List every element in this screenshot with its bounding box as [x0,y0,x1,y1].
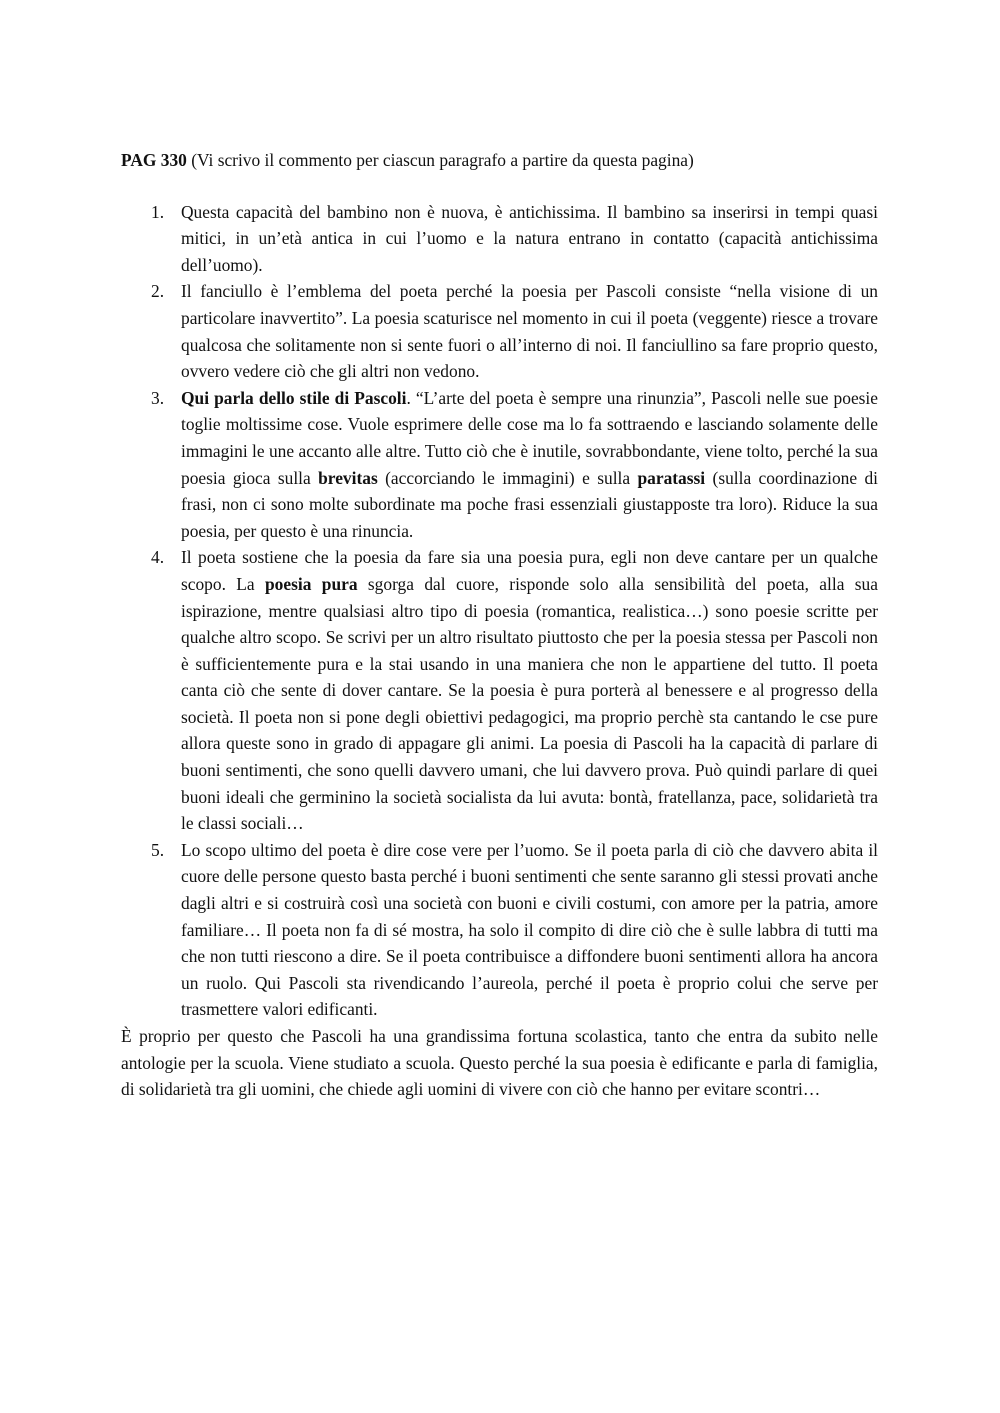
list-item-number: 1. [151,201,165,222]
list-item-bold: Qui parla dello stile di Pascoli [181,387,407,408]
list-item-text: Il poeta sostiene che la poesia da fare sia una poesia pura, egli non deve cantare per un qualche scopo. La [181,547,878,594]
list-item-text: sgorga dal cuore, risponde solo alla sensibilità del poeta, alla sua ispirazione, mentre qualsiasi altro tipo di poesia (romantica, realistica…) sono poesie scritte per qualche altro scopo. Se scrivi per un altro risultato piuttosto che per la poesia stessa per Pascoli non è sufficientemente pura e la stai usando in una maniera che non le appartiene del tutto. Il poeta canta ciò che sente di dover cantare. Se la poesia è pura porterà al benessere e al progresso della società. Il poeta non si pone degli obiettivi pedagogici, ma proprio perchè sta cantando le cse pure allora queste sono in grado di appagare gli animi. La poesia di Pascoli ha la capacità di parlare di buoni sentimenti, che sono quelli davvero umani, che lui davvero prova. Può quindi parlare di quei buoni ideali che germinino la società socialista da lui avuta: bontà, fratellanza, pace, solidarietà tra le classi sociali… [181,573,878,834]
page-heading [121,147,878,174]
list-item-number: 3. [151,387,165,408]
list-item-text: (sulla coordinazione di frasi, non ci sono molte subordinate ma poche frasi essenziali giustapposte tra loro). Riduce la sua poesia, per questo è una rinuncia. [181,467,878,541]
closing-paragraph: È proprio per questo che Pascoli ha una grandissima fortuna scolastica, tanto che entra da subito nelle antologie per la scuola. Viene studiato a scuola. Questo perché la sua poesia è edificante e parla di famiglia, di solidarietà tra gli uomini, che chiede agli uomini di vivere con ciò che hanno per evitare scontri… [121,1026,878,1100]
list-item-text: Questa capacità del bambino non è nuova, è antichissima. Il bambino sa inserirsi in tempi quasi mitici, in un’età antica in cui l’uomo e la natura entrano in contatto (capacità antichissima dell’uomo). [181,201,878,275]
list-item-bold: poesia pura [265,573,358,594]
list-item [121,199,878,279]
list-item-text: Il fanciullo è l’emblema del poeta perché la poesia per Pascoli consiste “nella visione di un particolare inavvertito”. La poesia scaturisce nel momento in cui il poeta (veggente) riesce a trovare qualcosa che solitamente non si sente fuori o all’interno di noi. Il fanciullino sa fare proprio questo, ovvero vedere ciò che gli altri non vedono. [181,281,878,382]
list-item [121,837,878,1023]
list-item-number: 5. [151,839,165,860]
list-item-text: (accorciando le immagini) e sulla [377,467,638,488]
page-heading-label: PAG 330 [121,150,187,170]
list-item-number: 2. [151,281,165,302]
list-item-text: Lo scopo ultimo del poeta è dire cose vere per l’uomo. Se il poeta parla di ciò che davvero abita il cuore delle persone questo basta perché i buoni sentimenti che sente saranno gli stessi provati anche dagli altri e si costruirà così una società con buoni e civili costumi, con amore per la patria, amore familiare… Il poeta non fa di sé mostra, ha solo il compito di dire ciò che è sulle labbra di tutti ma che non tutti riescono a dire. Se il poeta contribuisce a diffondere buoni sentimenti allora ha ancora un ruolo. Qui Pascoli sta rivendicando l’aureola, perché il poeta è proprio colui che serve per trasmettere valori edificanti. [181,839,878,1020]
list-item-number: 4. [151,547,165,568]
list-item [121,385,878,545]
list-item [121,278,878,384]
document-page [121,147,878,1103]
page-heading-text: (Vi scrivo il commento per ciascun paragrafo a partire da questa pagina) [186,150,694,170]
list-item-bold: brevitas [318,467,378,488]
list-item-bold: paratassi [637,467,706,488]
commentary-list [121,199,878,1023]
list-item-text: . “L’arte del poeta è sempre una rinunzia”, Pascoli nelle sue poesie toglie moltissime cose. Vuole esprimere delle cose ma lo fa sottraendo e lasciando solamente delle immagini le une accanto alle altre. Tutto ciò che è inutile, sovrabbondante, viene tolto, perché la sua poesia gioca sulla [181,387,878,488]
list-item [121,544,878,837]
